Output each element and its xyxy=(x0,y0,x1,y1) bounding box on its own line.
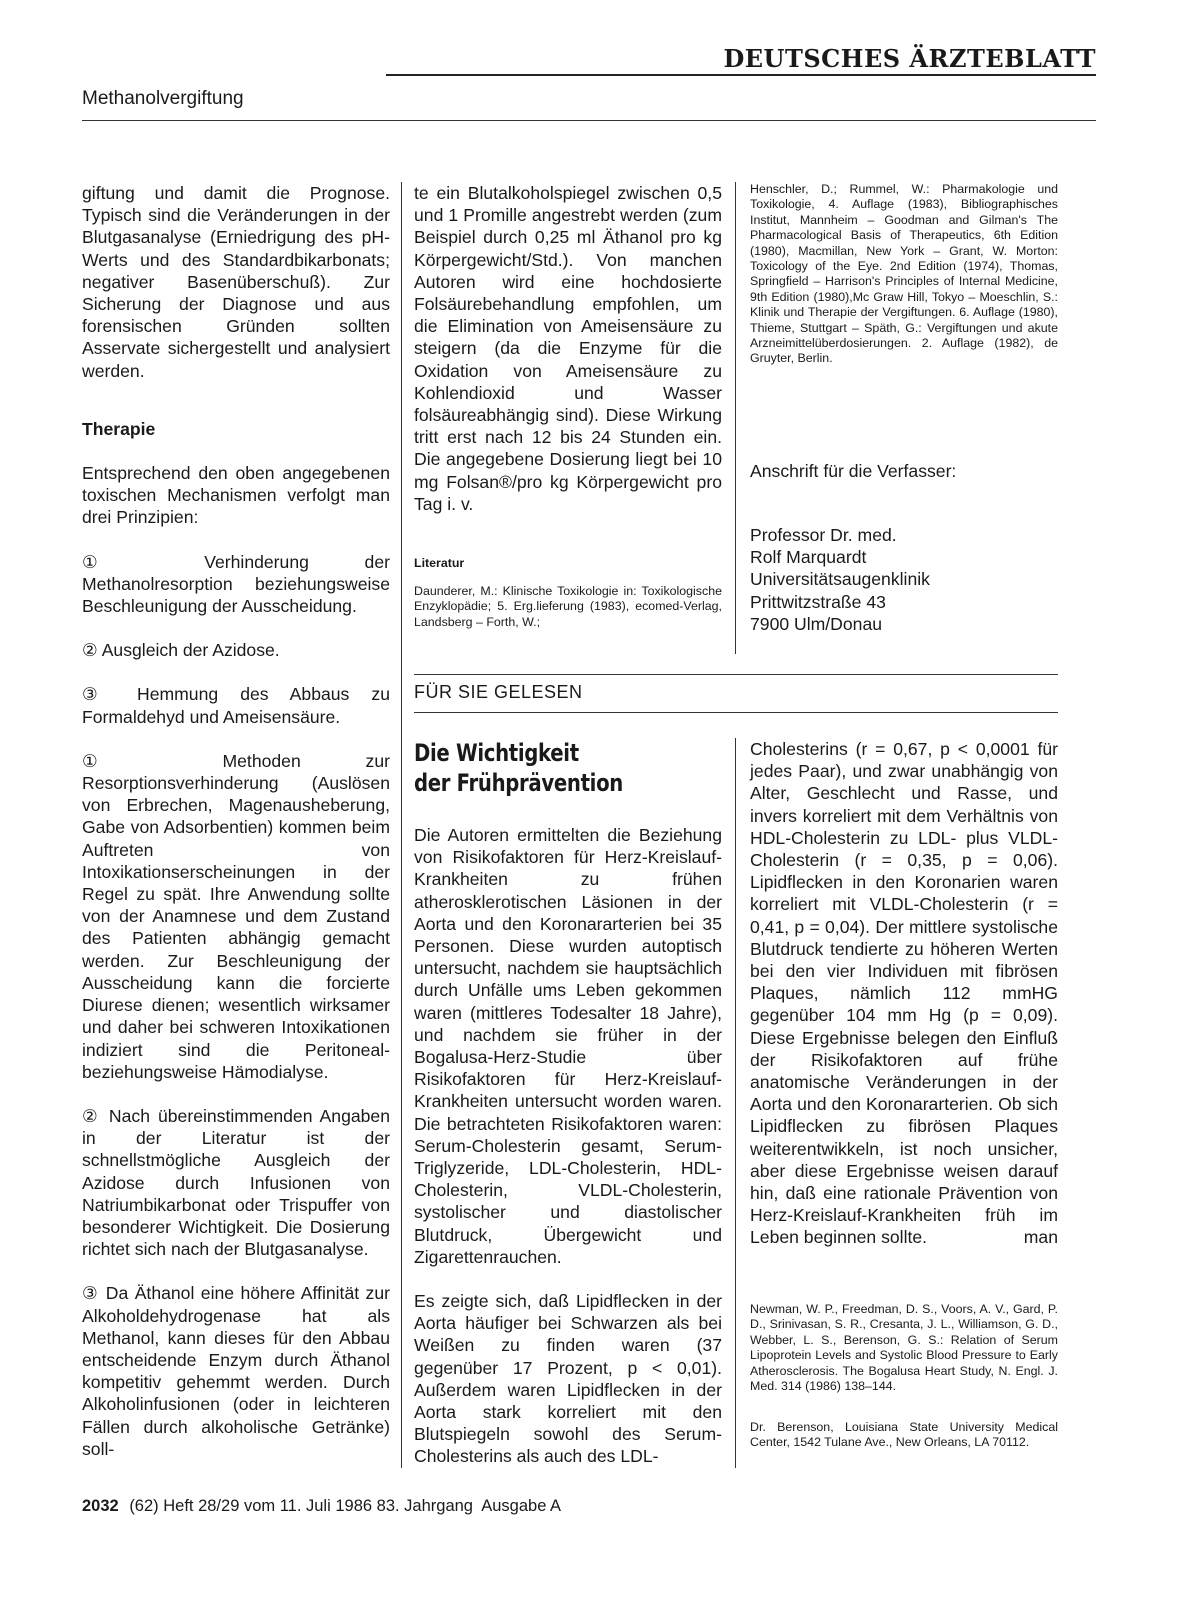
masthead-rule xyxy=(386,74,1096,76)
column-1 xyxy=(82,182,390,1482)
article-paragraph: Es zeigte sich, daß Lipidflecken in der Aorta häufiger bei Schwarzen als bei Weißen zu finden waren (37 gegenüber 17 Prozent, p < 0,01). Außerdem waren Lipidflecken in der Aorta stark korreliert mit den Blutspiegeln sowohl des Serum-Cholesterins als auch des LDL- xyxy=(414,1291,722,1467)
address-line: Professor Dr. med. xyxy=(750,525,897,545)
col1-paragraph: giftung und damit die Prognose. Typisch sind die Veränderungen in der Blutgasanalyse (Erniedrigung des pH-Werts und des Standardbikarbonats; negativer Basenüberschuß). Zur Sicherung der Diagnose und aus forensischen Gründen sollten Asservate sichergestellt und analysiert werden. xyxy=(82,183,390,381)
references: Henschler, D.; Rummel, W.: Pharmakologie und Toxikologie, 4. Auflage (1983), Bibliographisches Institut, Mannheim – Goodman and Gilman's The Pharmacological Basis of Therapeutics, 6th Edition (1980), Macmillan, New York – Grant, W. Morton: Toxicology of the Eye. 2nd Edition (1974), Thomas, Springfield – Harrison's Principles of Internal Medicine, 9th Edition (1980),Mc Graw Hill, Tokyo – Moeschlin, S.: Klinik und Therapie der Vergiftungen. 6. Auflage (1980), Thieme, Stuttgart – Späth, G.: Vergiftungen und akute Arzneimittelüberdosierungen. 2. Auflage (1982), de Gruyter, Berlin. xyxy=(750,182,1058,366)
literature-heading: Literatur xyxy=(414,556,465,570)
col1-paragraph: Entsprechend den oben angegebenen toxischen Mechanismen verfolgt man drei Prinzipien: xyxy=(82,463,390,528)
address-line: 7900 Ulm/Donau xyxy=(750,613,883,634)
col1-paragraph: ① Methoden zur Resorptionsverhinderung (Auslösen von Erbrechen, Magenausheberung, Gabe von Adsorbentien) kommen beim Auftreten von Intoxikationserscheinungen in der Regel zu spät. Ihre Anwendung sollte von der Anamnese und dem Zustand des Patienten abhängig gemacht werden. Zur Beschleunigung der Ausscheidung kann die forcierte Diurese dienen; wesentlich wirksamer und daher bei schweren Intoxikationen indiziert sind die Peritoneal- beziehungsweise Hämodialyse. xyxy=(82,750,390,1082)
principle-3: ③ Hemmung des Abbaus zu Formaldehyd und Ameisensäure. xyxy=(82,684,390,727)
footer xyxy=(82,1497,561,1516)
article-title xyxy=(414,738,623,798)
address-block xyxy=(750,524,930,635)
masthead: DEUTSCHES ÄRZTEBLATT xyxy=(723,44,1096,73)
column-divider xyxy=(401,182,402,1468)
col1-paragraph: ③ Da Äthanol eine höhere Affinität zur Alkoholdehydrogenase hat als Methanol, kann dieses für den Abbau entscheidende Enzym durch Äthanol kompetitiv gehemmt werden. Durch Alkoholinfusionen (oder in leichteren Fällen durch alkoholische Getränke) soll- xyxy=(82,1283,390,1459)
page-number: 2032 xyxy=(82,1497,119,1515)
col1-paragraph: ② Nach übereinstimmenden Angaben in der Literatur ist der schnellstmögliche Ausgleich der Azidose durch Infusionen von Natriumbikarbonat oder Trispuffer von besonderer Wichtigkeit. Die Dosierung richtet sich nach der Blutgasanalyse. xyxy=(82,1105,390,1260)
section-title: Methanolvergiftung xyxy=(82,88,244,109)
article-paragraph xyxy=(750,738,1058,1249)
rubric: FÜR SIE GELESEN xyxy=(414,682,583,702)
article-reference: Newman, W. P., Freedman, D. S., Voors, A. V., Gard, P. D., Srinivasan, S. R., Cresanta, J. L., Williamson, G. D., Webber, L. S., Berenson, G. S.: Relation of Serum Lipoprotein Levels and Systolic Blood Pressure to Early Atherosclerosis. The Bogalusa Heart Study, N. Engl. J. Med. 314 (1986) 138–144. xyxy=(750,1302,1058,1394)
article-column-a xyxy=(414,824,722,1490)
title-line: Die Wichtigkeit xyxy=(414,739,579,767)
issue-info: (62) Heft 28/29 vom 11. Juli 1986 83. Jahrgang Ausgabe A xyxy=(129,1497,562,1515)
therapy-heading: Therapie xyxy=(82,418,156,439)
article-contact: Dr. Berenson, Louisiana State University Medical Center, 1542 Tulane Ave., New Orleans, LA 70112. xyxy=(750,1420,1058,1450)
address-label: Anschrift für die Verfasser: xyxy=(750,461,957,481)
address-line: Universitätsaugenklinik xyxy=(750,569,930,590)
column-divider xyxy=(735,182,736,654)
principle-1: ① Verhinderung der Methanolresorption beziehungsweise Beschleunigung der Ausscheidung. xyxy=(82,551,390,617)
column-divider xyxy=(735,738,736,1468)
header-rule xyxy=(82,120,1096,121)
title-line: der Frühprävention xyxy=(414,769,623,797)
article-paragraph: Die Autoren ermittelten die Beziehung von Risikofaktoren für Herz-Kreislauf-Krankheiten zu frühen atherosklerotischen Läsionen in der Aorta und den Koronararterien bei 35 Personen. Diese wurden autoptisch untersucht, nachdem sie hauptsächlich durch Unfälle ums Leben gekommen waren (mittleres Todesalter 18 Jahre), und nachdem sie früher in der Bogalusa-Herz-Studie über Risikofaktoren für Herz-Kreislauf-Krankheiten untersucht worden waren. Die betrachteten Risikofaktoren waren: Serum-Cholesterin gesamt, Serum-Triglyzeride, LDL-Cholesterin, HDL-Cholesterin, VLDL-Cholesterin, systolischer und diastolischer Blutdruck, Übergewicht und Zigarettenrauchen. xyxy=(414,825,722,1267)
address-line: Rolf Marquardt xyxy=(750,547,867,568)
rubric-rule-top xyxy=(414,674,1058,675)
address-line: Prittwitzstraße 43 xyxy=(750,591,886,612)
article-text: Cholesterins (r = 0,67, p < 0,0001 für jedes Paar), und zwar unabhängig von Alter, Geschlecht und Rasse, und invers korreliert mit dem Verhältnis von HDL-Cholesterin zu LDL- plus VLDL-Cholesterin (r = 0,35, p = 0,06). Lipidflecken in den Koronarien waren korreliert mit VLDL-Cholesterin (r = 0,41, p = 0,04). Der mittlere systolische Blutdruck tendierte zu höheren Werten bei den vier Individuen mit fibrösen Plaques, nämlich 112 mmHG gegenüber 104 mm Hg (p = 0,09). Diese Ergebnisse belegen den Einfluß der Risikofaktoren auf frühe anatomische Veränderungen in der Aorta und den Koronararterien. Ob sich Lipidflecken zu fibrösen Plaques weiterentwikkeln, ist noch unsicher, aber diese Ergebnisse weisen darauf hin, daß eine rationale Prävention von Herz-Kreislauf-Krankheiten früh im Leben beginnen sollte. xyxy=(750,739,1058,1248)
column-2 xyxy=(414,182,722,537)
principle-2: ② Ausgleich der Azidose. xyxy=(82,640,280,661)
literature-text: Daunderer, M.: Klinische Toxikologie in: Toxikologische Enzyklopädie; 5. Erg.lieferung (1983), ecomed-Verlag, Landsberg – Forth, W.; xyxy=(414,584,722,629)
rubric-rule-bottom xyxy=(414,712,1058,713)
col2-paragraph: te ein Blutalkoholspiegel zwischen 0,5 und 1 Promille angestrebt werden (zum Beispiel durch 0,25 ml Äthanol pro kg Körpergewicht/Std.). Von manchen Autoren wird eine hochdosierte Folsäurebehandlung empfohlen, um die Elimination von Ameisensäure zu steigern (da die Enzyme für die Oxidation von Ameisensäure zu Kohlendioxid und Wasser folsäureabhängig sind). Diese Wirkung tritt erst nach 12 bis 24 Stunden ein. Die angegebene Dosierung liegt bei 10 mg Folsan®/pro kg Körpergewicht pro Tag i. v. xyxy=(414,183,722,514)
article-column-b xyxy=(750,738,1058,1249)
author-sign: man xyxy=(1023,1227,1058,1248)
